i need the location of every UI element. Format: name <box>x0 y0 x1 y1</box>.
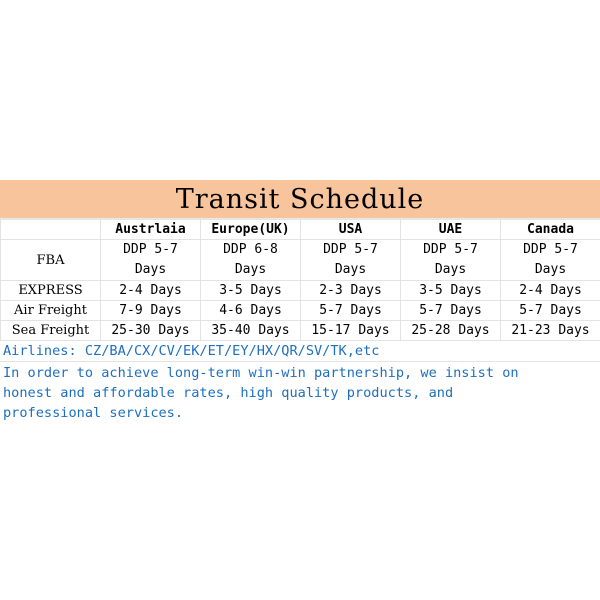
cell-sea-canada: 21-23 Days <box>501 321 600 341</box>
header-usa: USA <box>301 220 401 240</box>
cell-sea-usa: 15-17 Days <box>301 321 401 341</box>
cell-air-usa: 5-7 Days <box>301 301 401 321</box>
header-europe: Europe(UK) <box>201 220 301 240</box>
cell-air-australia: 7-9 Days <box>101 301 201 321</box>
table-row <box>1 281 600 301</box>
cell-express-europe: 3-5 Days <box>201 281 301 301</box>
note-line: professional services. <box>3 405 184 421</box>
cell-sea-uae: 25-28 Days <box>401 321 501 341</box>
cell-sea-australia: 25-30 Days <box>101 321 201 341</box>
header-row <box>1 220 600 240</box>
row-label-air-freight: Air Freight <box>1 301 101 321</box>
cell-express-australia: 2-4 Days <box>101 281 201 301</box>
cell-express-uae: 3-5 Days <box>401 281 501 301</box>
header-uae: UAE <box>401 220 501 240</box>
cell-express-usa: 2-3 Days <box>301 281 401 301</box>
note-line: honest and affordable rates, high quality products, and <box>3 385 454 401</box>
partnership-note <box>0 362 600 423</box>
table-row <box>1 240 600 281</box>
row-label-express: EXPRESS <box>1 281 101 301</box>
cell-express-canada: 2-4 Days <box>501 281 600 301</box>
cell-fba-uae: DDP 5-7 Days <box>401 240 501 281</box>
row-label-sea-freight: Sea Freight <box>1 321 101 341</box>
cell-air-europe: 4-6 Days <box>201 301 301 321</box>
note-line: In order to achieve long-term win-win partnership, we insist on <box>3 365 519 381</box>
transit-schedule-sheet <box>0 180 600 423</box>
airlines-line: Airlines: CZ/BA/CX/CV/EK/ET/EY/HX/QR/SV/TK,etc <box>0 341 600 362</box>
schedule-title: Transit Schedule <box>0 180 600 219</box>
table-row <box>1 321 600 341</box>
schedule-table <box>0 219 600 341</box>
cell-air-uae: 5-7 Days <box>401 301 501 321</box>
header-canada: Canada <box>501 220 600 240</box>
cell-fba-canada: DDP 5-7 Days <box>501 240 600 281</box>
header-corner <box>1 220 101 240</box>
cell-fba-usa: DDP 5-7 Days <box>301 240 401 281</box>
cell-sea-europe: 35-40 Days <box>201 321 301 341</box>
cell-fba-europe: DDP 6-8 Days <box>201 240 301 281</box>
notes-section <box>0 341 600 423</box>
cell-air-canada: 5-7 Days <box>501 301 600 321</box>
row-label-fba: FBA <box>1 240 101 281</box>
cell-fba-australia: DDP 5-7 Days <box>101 240 201 281</box>
table-row <box>1 301 600 321</box>
header-australia: Austrlaia <box>101 220 201 240</box>
